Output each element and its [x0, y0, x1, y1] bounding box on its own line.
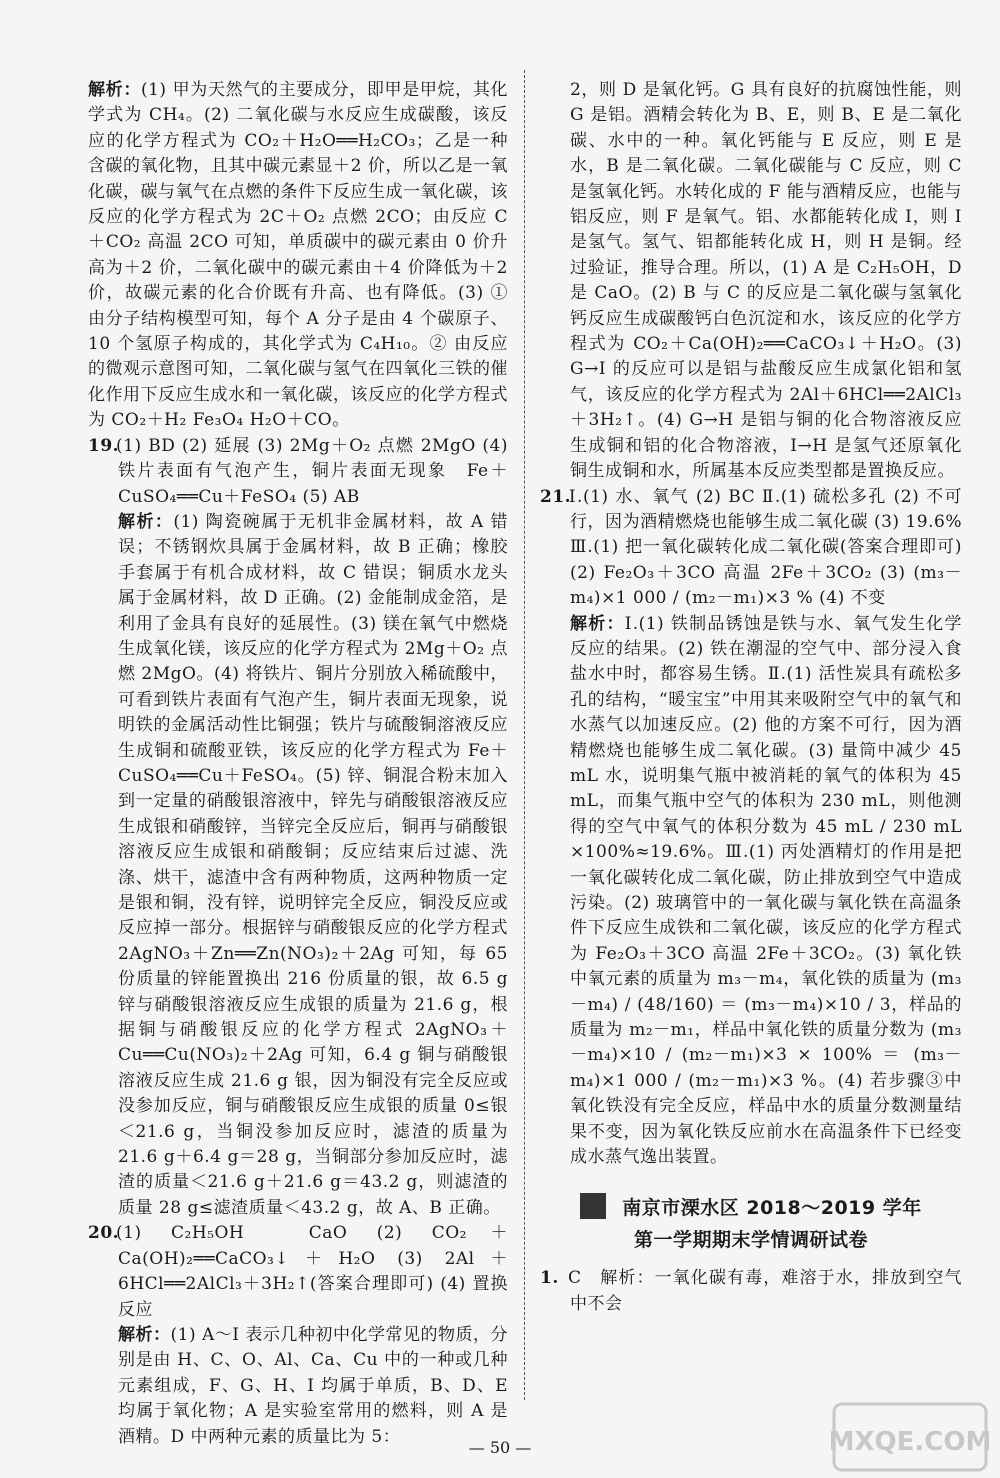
- answer-text: C 解析：一氧化碳有毒，难溶于水，排放到空气中不会: [568, 1268, 962, 1314]
- answer-text: (1) BD (2) 延展 (3) 2Mg＋O₂ 点燃 2MgO (4) 铁片表面有气泡产生，铜片表面无现象 Fe＋CuSO₄══Cu＋FeSO₄ (5) AB: [116, 435, 508, 507]
- analysis-text: (1) 陶瓷碗属于无机非金属材料，故 A 错误；不锈钢炊具属于金属材料，故 B 正确；橡胶手套属于有机合成材料，故 C 错误；铜质水龙头属于金属材料，故 D 正确。(2) 金能制成金箔，是利用了金具有良好的延展性。(3) 镁在氧气中燃烧生成氧化镁，该反应的化学方程式为 2Mg＋O₂ 点燃 2MgO。(4) 将铁片、铜片分别放入稀硫酸中，可看到铁片表面有气泡产生，铜片表面无现象，说明铁的金属活动性比铜强；铁片与硫酸铜溶液反应生成铜和硫酸亚铁，该反应的化学方程式为 Fe＋CuSO₄══Cu＋FeSO₄。(5) 锌、铜混合粉末加入到一定量的硝酸银溶液中，锌先与硝酸银溶液反应生成银和硝酸锌，当锌完全反应后，铜再与硝酸银溶液反应生成银和硝酸铜；反应结束后过滤、洗涤、烘干，滤渣中含有两种物质，这两种物质一定是银和铜，没有锌，说明锌完全反应，铜没反应或反应掉一部分。根据锌与硝酸银反应的化学方程式 2AgNO₃＋Zn══Zn(NO₃)₂＋2Ag 可知，每 65 份质量的锌能置换出 216 份质量的银，故 6.5 g 锌与硝酸银溶液反应生成银的质量为 21.6 g，根据铜与硝酸银反应的化学方程式 2AgNO₃＋Cu══Cu(NO₃)₂＋2Ag 可知，6.4 g 铜与硝酸银溶液反应生成 21.6 g 银，因为铜没有完全反应或没参加反应，铜与硝酸银反应生成银的质量 0≤银＜21.6 g，当铜没参加反应时，滤渣的质量为 21.6 g＋6.4 g＝28 g，当铜部分参加反应时，滤渣的质量＜21.6 g＋21.6 g＝43.2 g，则滤渣的质量 28 g≤滤渣质量＜43.2 g，故 A、B 正确。: [118, 511, 508, 1218]
- analysis-20: [88, 1323, 508, 1450]
- analysis-text: 2，则 D 是氧化钙。G 具有良好的抗腐蚀性能，则 G 是铝。酒精会转化为 B、E，则 B、E 是二氧化碳、水中的一种。氧化钙能与 E 反应，则 E 是水，B 是二氧化碳。二氧化碳能与 C 反应，则 C 是氢氧化钙。水转化成的 F 能与酒精反应，也能与铝反应，则 F 是氧气。铝、水都能转化成 I，则 I 是氢气。氢气、铝都能转化成 H，则 H 是铜。经过验证，推导合理。所以，(1) A 是 C₂H₅OH，D 是 CaO。(2) B 与 C 的反应是二氧化碳与氢氧化钙反应生成碳酸钙白色沉淀和水，该反应的化学方程式为 CO₂＋Ca(OH)₂══CaCO₃↓＋H₂O。(3) G→I 的反应可以是铝与盐酸反应生成氯化铝和氢气，该反应的化学方程式为 2Al＋6HCl══2AlCl₃＋3H₂↑。(4) G→H 是铝与铜的化合物溶液反应生成铜和铝的化合物溶液，I→H 是氢气还原氧化铜生成铜和水，所属基本反应类型都是置换反应。: [570, 80, 962, 482]
- answer-19: [88, 434, 508, 510]
- section-title-line2: 第一学期期末学情调研试卷: [633, 1229, 868, 1252]
- column-divider: [524, 70, 525, 1400]
- watermark-icon: [830, 1400, 990, 1474]
- analysis-18: [88, 78, 508, 434]
- question-number: 21.: [540, 486, 572, 507]
- svg-text:MXQE.COM: MXQE.COM: [830, 1427, 990, 1457]
- analysis-21: [540, 612, 962, 1171]
- analysis-label: 解析：: [118, 1324, 171, 1345]
- analysis-text: (1) 甲为天然气的主要成分，即甲是甲烷，其化学式为 CH₄。(2) 二氧化碳与水反应生成碳酸，该反应的化学方程式为 CO₂＋H₂O══H₂CO₃；乙是一种含碳的氧化物，且其中碳元素显＋2 价，所以乙是一氧化碳，碳与氧气在点燃的条件下反应生成一氧化碳，该反应的化学方程式为 2C＋O₂ 点燃 2CO；由反应 C＋CO₂ 高温 2CO 可知，单质碳中的碳元素由 0 价升高为＋2 价，二氧化碳中的碳元素由＋4 价降低为＋2 价，故碳元素的化合价既有升高、也有降低。(3) ① 由分子结构模型可知，每个 A 分子是由 4 个碳原子、10 个氢原子构成的，其化学式为 C₄H₁₀。② 由反应的微观示意图可知，二氧化碳与氢气在四氧化三铁的催化作用下反应生成水和一氧化碳，该反应的化学方程式为 CO₂＋H₂ Fe₃O₄ H₂O＋CO。: [88, 80, 509, 431]
- analysis-label: 解析：: [118, 511, 174, 532]
- question-number: 1.: [540, 1268, 559, 1289]
- analysis-19: [88, 510, 508, 1221]
- answer-text: (1) C₂H₅OH CaO (2) CO₂＋Ca(OH)₂══CaCO₃↓＋H₂O (3) 2Al＋6HCl══2AlCl₃＋3H₂↑(答案合理即可) (4) 置换反应: [116, 1223, 508, 1320]
- question-number: 19.: [88, 435, 120, 456]
- right-column: [540, 78, 962, 1317]
- section-marker-icon: [580, 1193, 606, 1219]
- section-heading: [540, 1192, 962, 1256]
- analysis-20-continued: [540, 78, 962, 485]
- analysis-text: (1) A～I 表示几种初中化学常见的物质，分别是由 H、C、O、Al、Ca、Cu 中的一种或几种元素组成，F、G、H、I 均属于单质，B、D、E 均属于氧化物；A 是实验室常用的燃料，则 A 是酒精。D 中两种元素的质量比为 5：: [118, 1324, 508, 1447]
- analysis-label: 解析：: [88, 80, 141, 100]
- left-column: [88, 78, 508, 1450]
- answer-text: Ⅰ.(1) 水、氧气 (2) BC Ⅱ.(1) 硫松多孔 (2) 不可行，因为酒精燃烧也能够生成二氧化碳 (3) 19.6% Ⅲ.(1) 把一氧化碳转化成二氧化碳(答案合理即可) (2) Fe₂O₃＋3CO 高温 2Fe＋3CO₂ (3) (m₃－m₄)×1 000 / (m₂－m₁)×3 % (4) 不变: [568, 486, 962, 609]
- question-number: 20.: [88, 1223, 120, 1244]
- page-number: — 50 —: [468, 1438, 532, 1457]
- answer-1: [540, 1266, 962, 1317]
- analysis-label: 解析：: [570, 613, 625, 634]
- analysis-text: Ⅰ.(1) 铁制品锈蚀是铁与水、氧气发生化学反应的结果。(2) 铁在潮湿的空气中、部分浸入食盐水中时，都容易生锈。Ⅱ.(1) 活性炭具有疏松多孔的结构，“暖宝宝”中用其来吸附空气中的氧气和水蒸气以加速反应。(2) 他的方案不可行，因为酒精燃烧也能够生成二氧化碳。(3) 量筒中减少 45 mL 水，说明集气瓶中被消耗的氧气的体积为 45 mL，而集气瓶中空气的体积为 230 mL，则他测得的空气中氧气的体积分数为 45 mL / 230 mL ×100%≈19.6%。Ⅲ.(1) 丙处酒精灯的作用是把一氧化碳转化成二氧化碳，防止排放到空气中造成污染。(2) 玻璃管中的一氧化碳与氧化铁在高温条件下反应生成铁和二氧化碳，该反应的化学方程式为 Fe₂O₃＋3CO 高温 2Fe＋3CO₂。(3) 氧化铁中氧元素的质量为 m₃－m₄，氧化铁的质量为 (m₃－m₄) / (48/160) ＝ (m₃－m₄)×10 / 3，样品的质量为 m₂－m₁，样品中氧化铁的质量分数为 (m₃－m₄)×10 / (m₂－m₁)×3 × 100% ＝ (m₃－m₄)×1 000 / (m₂－m₁)×3 %。(4) 若步骤③中氧化铁没有完全反应，样品中水的质量分数测量结果不变，因为氧化铁反应前水在高温条件下已经变成水蒸气逸出装置。: [570, 613, 962, 1168]
- watermark-logo: [830, 1400, 990, 1474]
- answer-20: [88, 1221, 508, 1323]
- section-title-line1: 南京市溧水区 2018～2019 学年: [540, 1192, 962, 1224]
- answer-21: [540, 485, 962, 612]
